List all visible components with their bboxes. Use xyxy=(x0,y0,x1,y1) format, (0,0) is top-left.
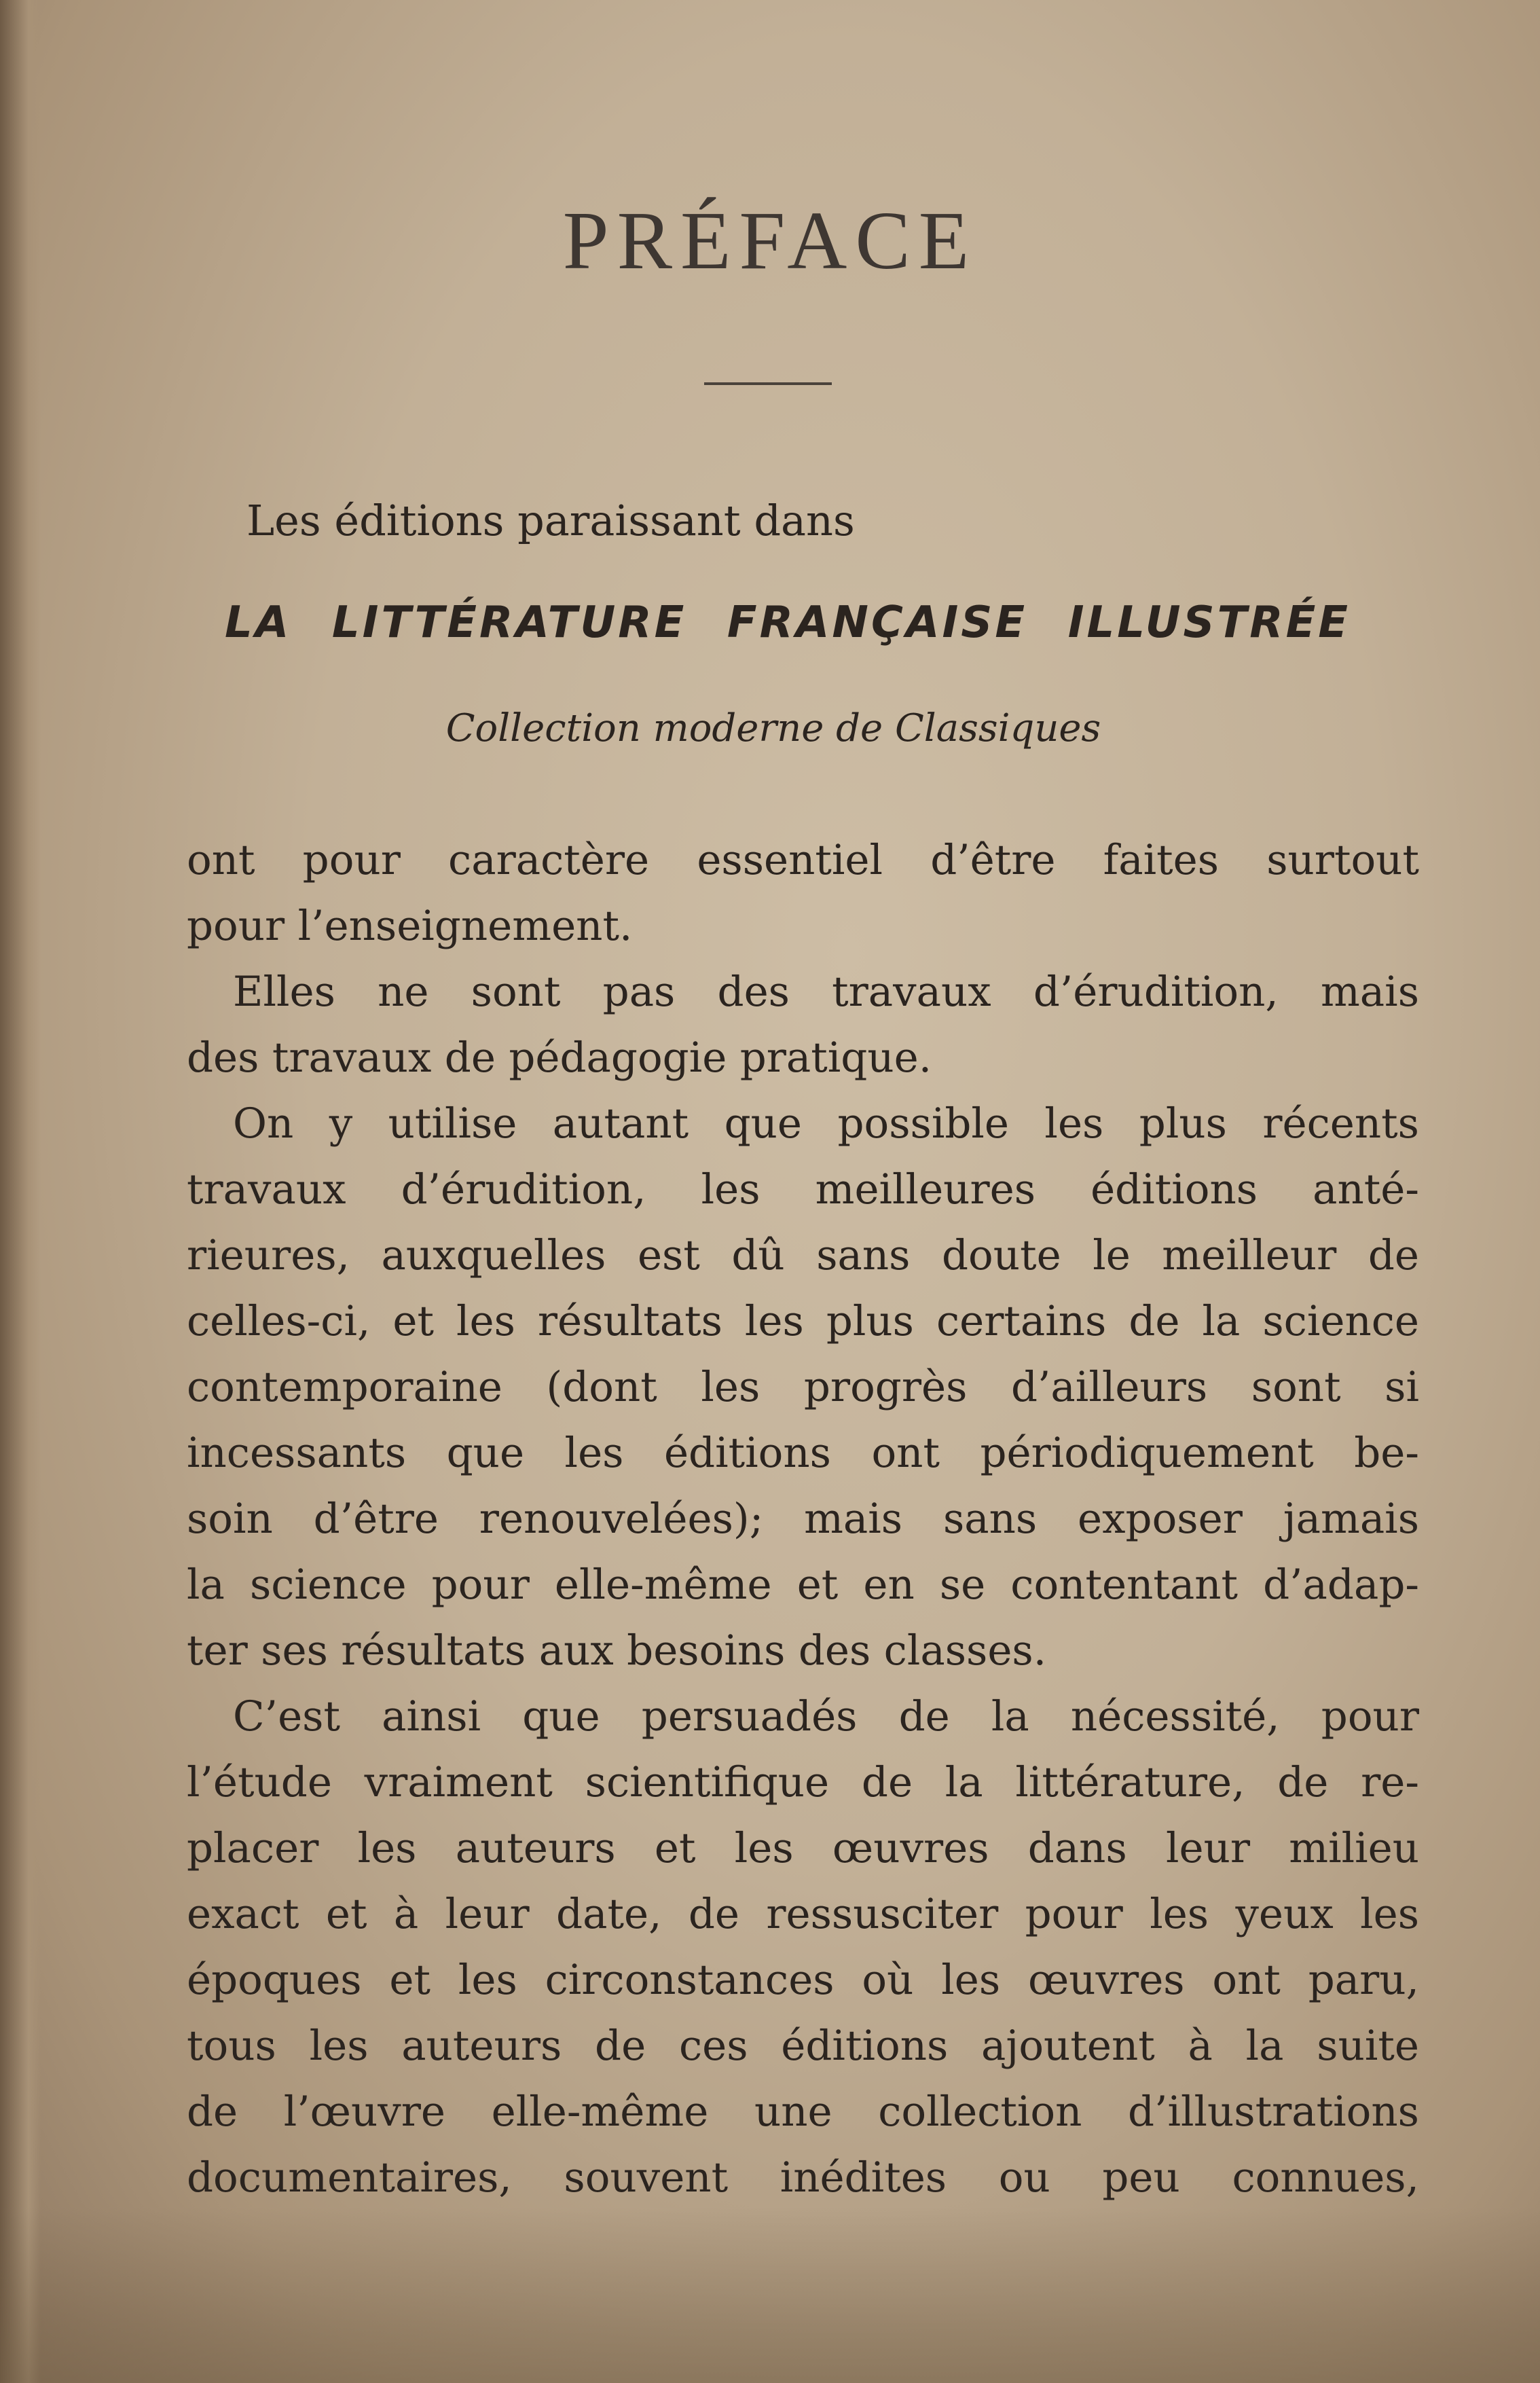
text-line: placer les auteurs et les œuvres dans leur milieu xyxy=(187,1824,1419,1872)
page-title: PRÉFACE xyxy=(562,195,978,287)
text-line: des travaux de pédagogie pratique. xyxy=(187,1034,932,1082)
text-line: de l’œuvre elle-même une collection d’illustrations xyxy=(187,2088,1419,2136)
text-line: ter ses résultats aux besoins des classes. xyxy=(187,1626,1047,1675)
text-line: soin d’être renouvelées); mais sans exposer jamais xyxy=(187,1495,1419,1543)
text-line: On y utilise autant que possible les plus récents xyxy=(233,1099,1419,1148)
text-line: l’étude vraiment scientifique de la littérature, de re- xyxy=(187,1758,1419,1806)
text-line: contemporaine (dont les progrès d’ailleurs sont si xyxy=(187,1363,1419,1411)
text-line: rieures, auxquelles est dû sans doute le meilleur de xyxy=(187,1231,1419,1279)
text-line: C’est ainsi que persuadés de la nécessité, pour xyxy=(233,1692,1419,1741)
text-line: tous les auteurs de ces éditions ajoutent à la suite xyxy=(187,2022,1419,2070)
text-line: Elles ne sont pas des travaux d’érudition, mais xyxy=(233,968,1419,1016)
intro-text: Les éditions paraissant dans xyxy=(246,496,855,545)
text-line: ont pour caractère essentiel d’être faites surtout xyxy=(187,836,1419,884)
title-divider xyxy=(704,382,832,385)
text-line: travaux d’érudition, les meilleures éditions anté- xyxy=(187,1165,1419,1214)
text-line: documentaires, souvent inédites ou peu connues, xyxy=(187,2153,1419,2202)
text-line: exact et à leur date, de ressusciter pour les yeux les xyxy=(187,1890,1419,1938)
collection-subtitle: Collection moderne de Classiques xyxy=(445,706,1101,750)
text-line: pour l’enseignement. xyxy=(187,902,633,950)
page-bottom-shadow xyxy=(0,2206,1540,2383)
text-line: celles-ci, et les résultats les plus certains de la science xyxy=(187,1297,1419,1345)
page-edge-shadow xyxy=(0,0,41,2383)
text-line: incessants que les éditions ont périodiquement be- xyxy=(187,1429,1419,1477)
text-line: la science pour elle-même et en se contentant d’adap- xyxy=(187,1561,1419,1609)
collection-name: LA LITTÉRATURE FRANÇAISE ILLUSTRÉE xyxy=(225,598,1351,648)
body-text xyxy=(187,827,1419,2211)
text-line: époques et les circonstances où les œuvres ont paru, xyxy=(187,1956,1419,2004)
